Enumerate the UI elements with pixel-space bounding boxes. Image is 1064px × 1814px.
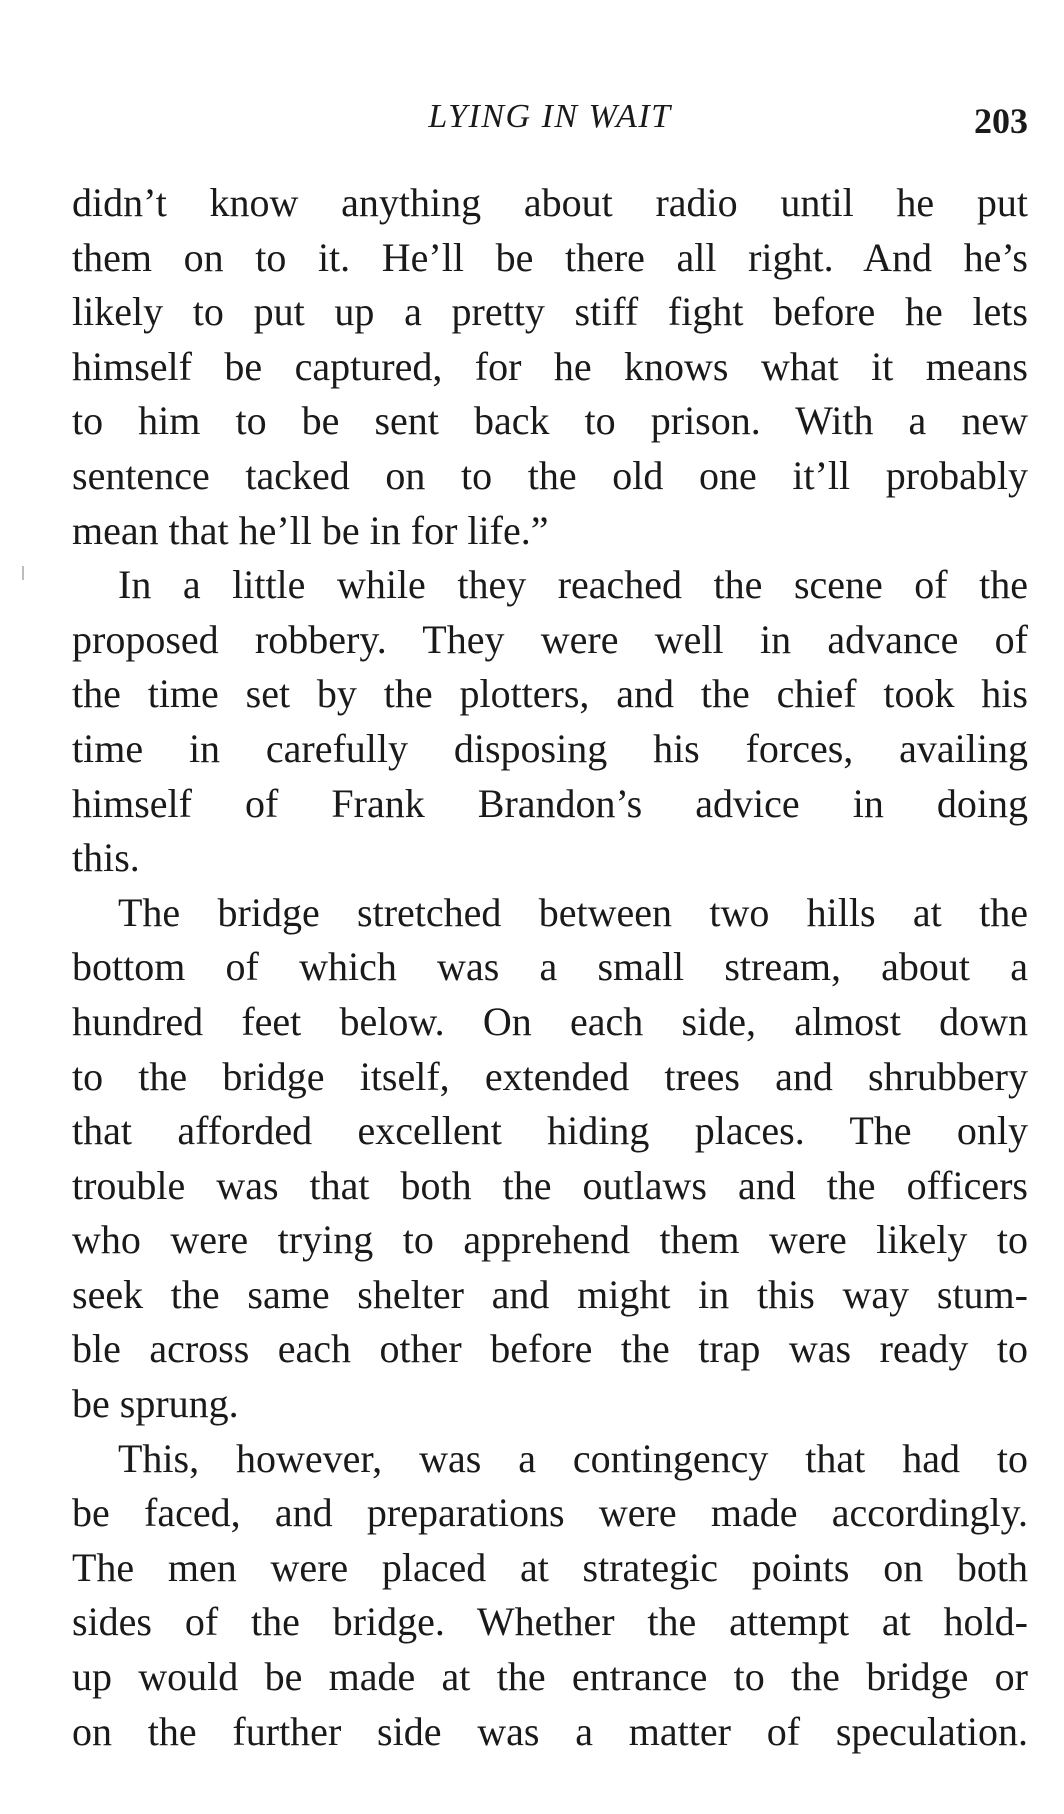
text-line: himself be captured, for he knows what it means bbox=[72, 343, 1028, 389]
text-line: to him to be sent back to prison. With a new bbox=[72, 398, 1028, 444]
paragraph bbox=[72, 176, 1028, 558]
text-line: bottom of which was a small stream, about a bbox=[72, 944, 1028, 990]
running-head: LYING IN WAIT bbox=[428, 98, 672, 135]
page-header bbox=[72, 94, 1028, 144]
text-line: sentence tacked on to the old one it’ll probably bbox=[72, 452, 1028, 498]
text-line: them on to it. He’ll be there all right. And he’s bbox=[72, 234, 1028, 280]
text-line: up would be made at the entrance to the bridge or bbox=[72, 1654, 1028, 1700]
paragraph bbox=[72, 886, 1028, 1432]
text-line: likely to put up a pretty stiff fight before he lets bbox=[72, 289, 1028, 335]
text-line: sides of the bridge. Whether the attempt at hold- bbox=[72, 1599, 1028, 1645]
text-line: be faced, and preparations were made accordingly. bbox=[72, 1490, 1028, 1536]
text-line: himself of Frank Brandon’s advice in doing bbox=[72, 780, 1028, 826]
text-line: hundred feet below. On each side, almost down bbox=[72, 998, 1028, 1044]
text-line: be sprung. bbox=[72, 1381, 239, 1427]
text-line: seek the same shelter and might in this way stum- bbox=[72, 1271, 1028, 1317]
text-line: The men were placed at strategic points on both bbox=[72, 1544, 1028, 1590]
text-line: this. bbox=[72, 835, 140, 881]
text-line: time in carefully disposing his forces, availing bbox=[72, 725, 1028, 771]
body-text bbox=[72, 176, 1028, 1759]
text-line: In a little while they reached the scene of the bbox=[118, 562, 1028, 608]
text-line: trouble was that both the outlaws and the officers bbox=[72, 1162, 1028, 1208]
text-line: on the further side was a matter of speculation. bbox=[72, 1708, 1028, 1754]
text-line: to the bridge itself, extended trees and shrubbery bbox=[72, 1053, 1028, 1099]
text-line: the time set by the plotters, and the chief took his bbox=[72, 671, 1028, 717]
text-line: The bridge stretched between two hills at the bbox=[118, 889, 1028, 935]
margin-speck bbox=[22, 566, 24, 580]
page-number: 203 bbox=[974, 101, 1028, 141]
text-line: mean that he’ll be in for life.” bbox=[72, 507, 549, 553]
text-line: that afforded excellent hiding places. The only bbox=[72, 1108, 1028, 1154]
text-line: who were trying to apprehend them were likely to bbox=[72, 1217, 1028, 1263]
text-line: didn’t know anything about radio until he put bbox=[72, 180, 1028, 225]
text-line: ble across each other before the trap was ready to bbox=[72, 1326, 1028, 1372]
text-line: proposed robbery. They were well in advance of bbox=[72, 616, 1028, 662]
text-line: This, however, was a contingency that had to bbox=[118, 1435, 1028, 1481]
paragraph bbox=[72, 558, 1028, 886]
paragraph bbox=[72, 1432, 1028, 1760]
